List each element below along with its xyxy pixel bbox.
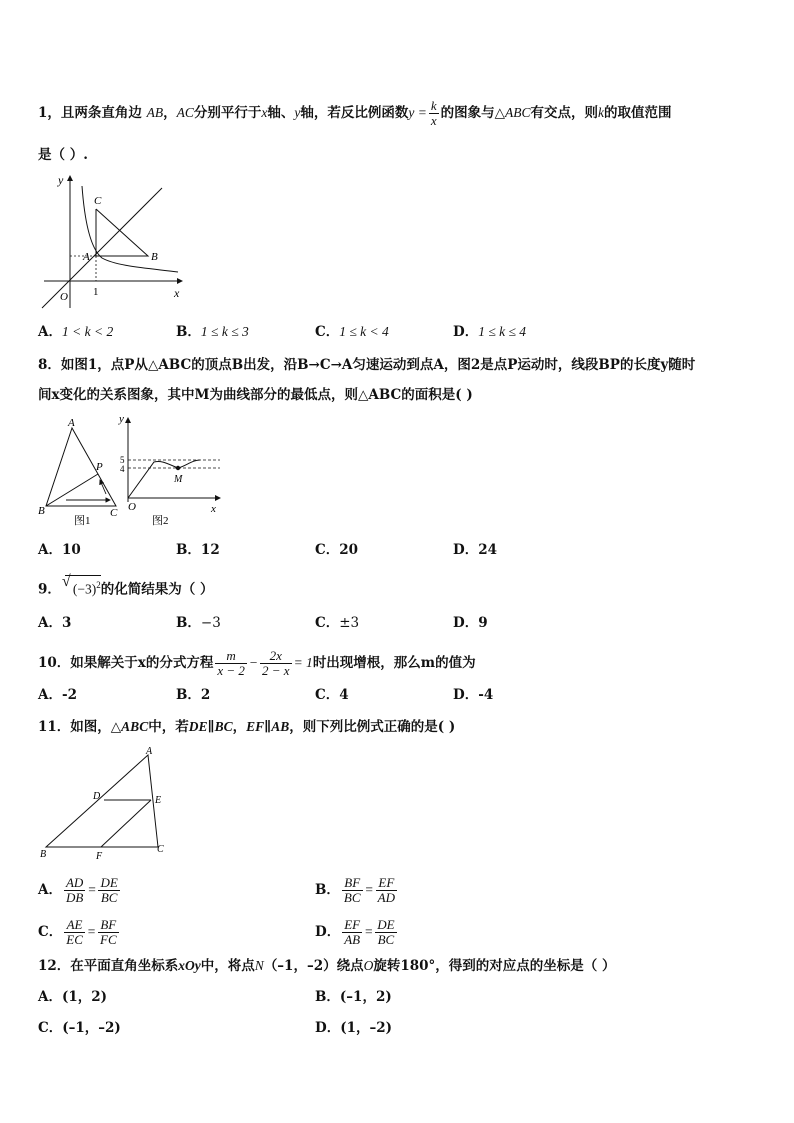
option-text: 2 (200, 687, 211, 703)
option-text: 1 ≤ k ≤ 3 (200, 324, 249, 339)
q7-text: 的取值范围 (604, 105, 672, 121)
caption-fig1: 图1 (74, 515, 91, 527)
label-c: C (157, 844, 164, 855)
label-x: x (174, 286, 180, 300)
q7-y: y (294, 105, 301, 120)
option-key: C． (315, 615, 340, 631)
frac-num: BF (342, 876, 363, 891)
q9-exponent: 2 (96, 580, 101, 590)
option-text: (1，–2) (340, 1020, 393, 1036)
q12-option-d[interactable] (315, 1019, 392, 1037)
triangle-abc (46, 755, 158, 847)
frac-num: k (430, 98, 437, 113)
frac-den: AB (344, 932, 361, 947)
label-a: A (68, 417, 75, 429)
q7-abc: ABC (505, 105, 531, 120)
q10-option-c[interactable] (315, 686, 349, 704)
label-y: y (58, 173, 64, 187)
frac-den: FC (100, 932, 117, 947)
label-a: A (83, 251, 90, 263)
option-text: -4 (478, 687, 494, 703)
q7-ac: AC (176, 105, 194, 120)
radical-sign: √ (61, 573, 71, 590)
option-text: 3 (61, 615, 72, 631)
q7-option-a[interactable] (38, 323, 113, 341)
option-key: D． (453, 687, 479, 703)
q10-option-d[interactable] (453, 686, 493, 704)
frac-num: EF (344, 917, 361, 932)
q11-text: 11．如图， (38, 719, 111, 735)
option-key: B． (176, 324, 201, 340)
q11-option-b[interactable]: B． $\frac{BF}{BC}$ = $\frac{EF}{AD}$ (315, 875, 396, 905)
q8-option-d[interactable] (453, 541, 497, 559)
caption-fig2: 图2 (152, 515, 169, 527)
option-text: 9 (478, 615, 488, 631)
q7-option-d[interactable] (453, 323, 526, 341)
q11-line (38, 718, 455, 736)
q8-option-c[interactable] (315, 541, 358, 559)
q12-text: 旋转180°，得到的对应点的坐标是（ ） (373, 958, 616, 974)
q12-xoy: xOy (178, 958, 201, 973)
q12-text: （–1，–2）绕点 (263, 958, 364, 974)
label-o: O (128, 501, 136, 513)
q7-line1 (38, 99, 672, 128)
label-p: P (96, 461, 103, 473)
label-x: x (211, 503, 216, 515)
frac-num: BF (98, 918, 119, 933)
frac-num: 2x (260, 649, 292, 664)
q11-figure (36, 745, 176, 867)
frac-den: x − 2 (217, 663, 245, 678)
option-key: C． (315, 687, 340, 703)
q7-text: 有交点，则 (530, 105, 599, 121)
frac-den: x (430, 113, 437, 128)
q7-figure (36, 172, 186, 312)
q12-line (38, 957, 616, 975)
option-text: (1，2) (61, 989, 108, 1005)
q9-option-c[interactable] (315, 614, 359, 632)
option-text: 20 (339, 542, 359, 558)
q8-line1: 8．如图1，点P从△ABC的顶点B出发，沿B→C→A匀速运动到点A，图2是点P运动时，线段BP的长度y随时 (38, 357, 696, 373)
q7-comma: ， (163, 105, 177, 121)
option-key: A． (38, 687, 62, 703)
option-key: C． (315, 542, 340, 558)
option-text: −3 (200, 615, 221, 631)
q9-line (38, 575, 213, 599)
q8-option-a[interactable] (38, 541, 81, 559)
q7-text: 的图象与△ (440, 105, 506, 121)
option-key: B． (315, 989, 340, 1005)
q11-ef-ab: EF∥AB (246, 719, 290, 734)
q11-triangle: △ABC (110, 719, 149, 734)
frac-den: DB (65, 890, 84, 905)
q9-radicand: (−3) (72, 581, 97, 597)
q7-line2: 是（ ）. (38, 147, 88, 163)
q12-option-a[interactable] (38, 988, 107, 1006)
q10-fraction-2 (260, 649, 292, 678)
label-y: y (119, 413, 124, 425)
ratio-right (376, 876, 397, 905)
point-m (176, 466, 180, 470)
frac-num: DE (377, 917, 395, 932)
label-b: B (40, 849, 47, 860)
label-c: C (110, 507, 118, 519)
q12-option-c[interactable] (38, 1019, 121, 1037)
option-key: B． (176, 542, 201, 558)
option-key: C． (315, 324, 340, 340)
q7-k: k (598, 105, 605, 120)
label-1: 1 (93, 286, 99, 298)
frac-num: AD (65, 875, 84, 890)
option-key: B． (315, 882, 340, 898)
q12-text: 中，将点 (200, 958, 255, 974)
q11-option-d[interactable]: D． $\frac{EF}{AB}$ = $\frac{DE}{BC}$ (315, 917, 395, 947)
q11-text: 中，若 (148, 719, 189, 735)
q10-eq: = 1 (293, 655, 313, 670)
frac-den: EC (66, 932, 83, 947)
q7-ab: AB (146, 105, 164, 120)
frac-num: EF (376, 876, 397, 891)
label-d: D (93, 791, 101, 802)
option-key: D． (453, 615, 479, 631)
label-4: 4 (120, 464, 125, 474)
option-text: 10 (61, 542, 81, 558)
label-5: 5 (120, 455, 125, 465)
label-m: M (174, 474, 183, 485)
frac-den: AD (377, 890, 396, 905)
option-text: 1 ≤ k < 4 (339, 324, 389, 339)
triangle-abc (96, 209, 148, 256)
option-key: A． (38, 324, 62, 340)
segment-ef (101, 800, 151, 847)
segment-bp (46, 474, 98, 506)
label-o: O (60, 291, 68, 303)
q10-text: 10．如果解关于x的分式方程 (38, 655, 214, 671)
q7-text: 轴，若反比例函数 (300, 105, 409, 121)
q12-text: 12．在平面直角坐标系 (38, 958, 179, 974)
q9-option-d[interactable] (453, 614, 488, 632)
q8-figure-2 (116, 410, 228, 528)
frac-num: DE (100, 875, 118, 890)
q7-option-c[interactable] (315, 323, 389, 341)
q7-text: 1，且两条直角边 (38, 105, 142, 121)
q9-option-a[interactable] (38, 614, 71, 632)
q9-number: 9． (38, 581, 61, 598)
frac-num: m (215, 649, 247, 664)
option-text: ±3 (339, 615, 360, 631)
diagonal-line (42, 188, 162, 308)
label-a: A (146, 746, 153, 757)
q8-line2: 间x变化的关系图象，其中M为曲线部分的最低点，则△ABC的面积是( ) (38, 387, 473, 403)
label-f: F (96, 851, 103, 862)
option-key: D． (453, 542, 479, 558)
q9-text: 的化简结果为（ ） (100, 581, 214, 598)
q10-fraction-1 (215, 649, 247, 678)
option-key: D． (453, 324, 479, 340)
q11-text: ，则下列比例式正确的是( ) (289, 719, 456, 735)
frac-den: BC (377, 932, 395, 947)
q11-comma: ， (232, 719, 247, 735)
q9-option-b[interactable] (176, 614, 221, 632)
q10-text: 时出现增根，那么m的值为 (312, 655, 476, 671)
q12-o: O (363, 958, 374, 973)
frac-den: BC (100, 890, 118, 905)
q7-func-fraction (429, 99, 439, 128)
option-text: 1 ≤ k ≤ 4 (478, 324, 527, 339)
ratio-right (98, 876, 119, 905)
q7-x: x (261, 105, 268, 120)
option-text: (–1，–2) (62, 1020, 121, 1036)
q10-line (38, 649, 476, 678)
ratio-left (64, 876, 85, 905)
q10-option-a[interactable] (38, 686, 77, 704)
option-key: C． (38, 1020, 63, 1036)
q7-func-y: y = (408, 105, 427, 120)
q7-text: 轴、 (267, 105, 295, 121)
ratio-left (64, 918, 85, 947)
option-key: A． (38, 542, 62, 558)
frac-num: AE (64, 918, 85, 933)
option-text: 24 (478, 542, 498, 558)
q8-option-b[interactable] (176, 541, 220, 559)
frac-den: BC (343, 890, 361, 905)
ratio-right (375, 918, 396, 947)
q11-option-c[interactable]: C． $\frac{AE}{EC}$ = $\frac{BF}{FC}$ (38, 917, 117, 947)
q12-option-b[interactable] (315, 988, 392, 1006)
ratio-left (342, 918, 362, 947)
option-key: A． (38, 615, 62, 631)
label-e: E (155, 795, 162, 806)
ratio-right (98, 918, 119, 947)
label-c: C (94, 195, 102, 207)
option-text: 4 (339, 687, 349, 703)
option-key: D． (315, 924, 341, 940)
q11-de-bc: DE∥BC (188, 719, 233, 734)
q10-minus: − (248, 655, 259, 670)
option-key: C． (38, 924, 63, 940)
option-key: B． (176, 687, 201, 703)
option-text: (–1，2) (339, 989, 392, 1005)
label-b: B (151, 251, 158, 263)
label-b: B (38, 505, 45, 517)
q12-n: N (254, 958, 264, 973)
option-key: A． (38, 882, 62, 898)
triangle-abc (46, 428, 116, 506)
q7-text: 分别平行于 (193, 105, 262, 121)
graph-curve (128, 460, 200, 498)
q7-option-b[interactable] (176, 323, 249, 341)
q9-radical (61, 573, 101, 599)
option-key: D． (315, 1020, 341, 1036)
option-text: 1 < k < 2 (61, 324, 114, 339)
q8-figure-1 (36, 414, 126, 529)
q11-option-a[interactable]: A． $\frac{AD}{DB}$ = $\frac{DE}{BC}$ (38, 875, 118, 905)
frac-den: 2 − x (262, 663, 290, 678)
q10-option-b[interactable] (176, 686, 210, 704)
option-key: B． (176, 615, 201, 631)
ratio-left (342, 876, 363, 905)
option-key: A． (38, 989, 62, 1005)
option-text: -2 (61, 687, 77, 703)
option-text: 12 (200, 542, 220, 558)
